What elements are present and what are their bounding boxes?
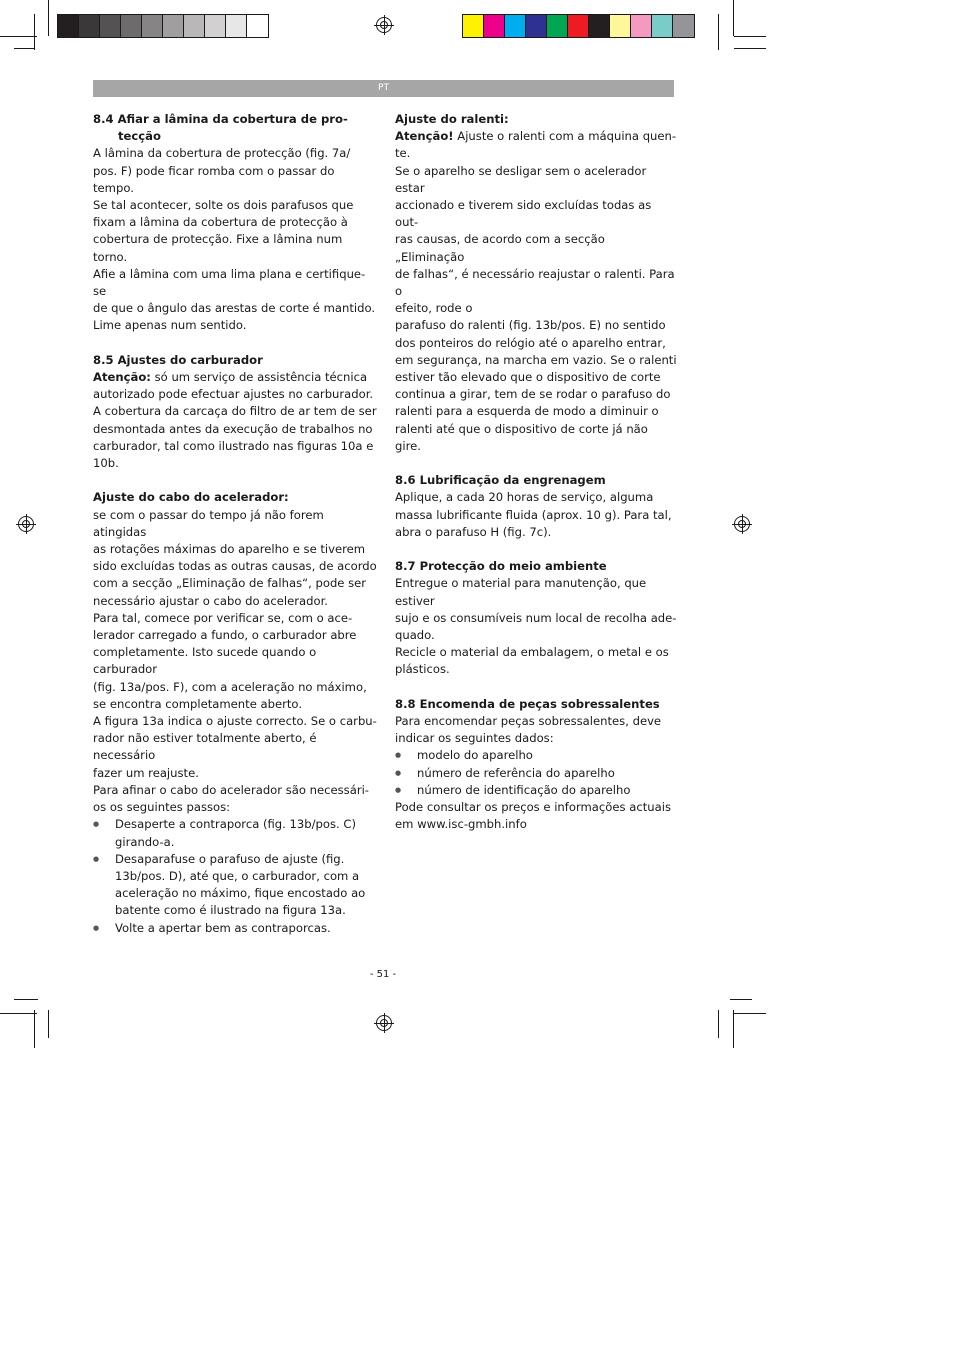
color-swatch	[205, 15, 226, 37]
registration-mark-icon	[18, 516, 34, 532]
text-line: ralenti até que o dispositivo de corte já não gire.	[395, 421, 648, 453]
attention-label: Atenção!	[395, 129, 454, 144]
text-line: aceleração no máximo, fique encostado ao	[115, 886, 366, 901]
attention-label: Atenção:	[93, 370, 151, 385]
subsection-heading: Ajuste do ralenti:	[395, 112, 509, 126]
text: só um serviço de assistência técnica	[150, 370, 368, 385]
crop-mark	[718, 1010, 719, 1038]
text-line: carburador, tal como ilustrado nas figuras 10a e	[93, 438, 374, 453]
crop-mark	[734, 36, 766, 37]
text-line: Para afinar o cabo do acelerador são necessári-	[93, 782, 369, 797]
color-swatch	[547, 15, 568, 37]
text-line: A figura 13a indica o ajuste correcto. Se o carbu-	[93, 714, 377, 729]
language-header-bar	[93, 80, 674, 97]
section-heading: 8.7 Protecção do meio ambiente	[395, 559, 607, 574]
color-swatch	[463, 15, 484, 37]
color-swatch	[589, 15, 610, 37]
color-swatch	[652, 15, 673, 37]
text-line: girando-a.	[115, 834, 175, 849]
paragraph	[395, 145, 677, 455]
text-line: A lâmina da cobertura de protecção (fig. 7a/	[93, 146, 351, 161]
bullet-item	[93, 851, 378, 920]
section-heading: 8.8 Encomenda de peças sobressalentes	[395, 696, 660, 711]
color-swatch	[142, 15, 163, 37]
crop-mark	[48, 0, 49, 36]
crop-mark	[0, 1013, 37, 1014]
color-swatch	[673, 15, 694, 37]
bullet-list	[93, 816, 378, 936]
text-line: completamente. Isto sucede quando o carburador	[93, 645, 317, 677]
text-line: com a secção „Eliminação de falhas“, pode ser	[93, 576, 367, 591]
text-line: (fig. 13a/pos. F), com a aceleração no máximo,	[93, 679, 367, 694]
bullet-item: ● número de referência do aparelho	[395, 765, 677, 782]
text-line: Recicle o material da embalagem, o metal e os	[395, 645, 669, 660]
text-line: ● Volte a apertar bem as contraporcas.	[115, 920, 331, 935]
text-line: se encontra completamente aberto.	[93, 696, 303, 711]
paragraph	[395, 713, 677, 747]
text-line: Lime apenas num sentido.	[93, 318, 247, 333]
text-line: Se o aparelho se desligar sem o acelerador estar	[395, 163, 647, 195]
text-line: lerador carregado a fundo, o carburador abre	[93, 628, 357, 643]
right-column	[395, 111, 677, 833]
text-line: rador não estiver totalmente aberto, é necessário	[93, 731, 317, 763]
bullet-item	[93, 816, 378, 850]
grayscale-color-bar	[57, 14, 269, 38]
text-line: indicar os seguintes dados:	[395, 731, 554, 746]
crop-mark	[14, 999, 38, 1000]
color-swatch	[184, 15, 205, 37]
crop-mark	[730, 999, 752, 1000]
text-line: sujo e os consumíveis num local de recolha ade-	[395, 610, 677, 625]
crop-mark	[48, 1010, 49, 1038]
text-line: Para encomendar peças sobressalentes, deve	[395, 714, 662, 729]
crop-mark	[733, 1010, 734, 1048]
section-heading: tecção	[118, 129, 161, 144]
text-line: autorizado pode efectuar ajustes no carburador.	[93, 387, 374, 402]
color-swatch	[484, 15, 505, 37]
text-line: batente como é ilustrado na figura 13a.	[115, 903, 346, 918]
crop-mark	[734, 1013, 766, 1014]
color-swatch	[610, 15, 631, 37]
color-swatch	[121, 15, 142, 37]
text-line: ralenti para a esquerda de modo a diminuir o	[395, 404, 659, 419]
text-line: fazer um reajuste.	[93, 765, 199, 780]
paragraph	[93, 145, 378, 334]
text: Ajuste o ralenti com a máquina quen-	[453, 129, 677, 144]
color-swatch	[505, 15, 526, 37]
color-swatch	[631, 15, 652, 37]
text-line: ● Desaparafuse o parafuso de ajuste (fig.	[115, 851, 345, 866]
text-line: Para tal, comece por verificar se, com o ace-	[93, 610, 353, 625]
page-number: - 51 -	[369, 969, 397, 980]
process-color-bar	[462, 14, 695, 38]
text-line: ras causas, de acordo com a secção „Eliminação	[395, 232, 605, 264]
crop-mark	[734, 48, 766, 49]
section-heading: 8.6 Lubrificação da engrenagem	[395, 473, 606, 488]
text-line: A cobertura da carcaça do filtro de ar tem de ser	[93, 404, 377, 419]
text-line: dos ponteiros do relógio até o aparelho entrar,	[395, 335, 666, 350]
text-line: Afie a lâmina com uma lima plana e certifique-se	[93, 266, 366, 299]
text-line: em www.isc-gmbh.info	[395, 817, 527, 832]
text-line: efeito, rode o	[395, 301, 473, 316]
color-swatch	[226, 15, 247, 37]
text-line: os os seguintes passos:	[93, 800, 231, 815]
section-heading: 8.4 Afiar a lâmina da cobertura de pro-	[93, 112, 348, 126]
bullet-list	[395, 747, 677, 799]
attention-line	[93, 369, 378, 386]
text-line: as rotações máximas do aparelho e se tiverem	[93, 542, 366, 557]
text-line: continua a girar, tem de se rodar o parafuso do	[395, 387, 671, 402]
text-line: pos. F) pode ficar romba com o passar do tempo.	[93, 163, 335, 195]
text-line: sido excluídas todas as outras causas, de acordo	[93, 559, 377, 574]
crop-mark	[0, 36, 37, 37]
crop-mark	[718, 14, 719, 50]
text-line: Se tal acontecer, solte os dois parafusos que	[93, 198, 354, 213]
crop-mark	[34, 14, 35, 50]
color-swatch	[79, 15, 100, 37]
text-line: Pode consultar os preços e informações actuais	[395, 800, 671, 815]
text-line: Aplique, a cada 20 horas de serviço, alguma	[395, 490, 654, 505]
text-line: te.	[395, 146, 411, 161]
registration-mark-icon	[376, 1015, 392, 1031]
text-line: em segurança, na marcha em vazio. Se o ralenti	[395, 352, 677, 367]
text-line: se com o passar do tempo já não forem atingidas	[93, 507, 324, 539]
text-line: necessário ajustar o cabo do acelerador.	[93, 593, 328, 608]
text-line: massa lubrificante fluida (aprox. 10 g). Para tal,	[395, 507, 672, 522]
bullet-item: ● número de identificação do aparelho	[395, 782, 677, 799]
registration-mark-icon	[734, 516, 750, 532]
color-swatch	[526, 15, 547, 37]
color-swatch	[58, 15, 79, 37]
text-line: cobertura de protecção. Fixe a lâmina num torno.	[93, 232, 343, 264]
attention-line	[395, 128, 677, 145]
text-line: desmontada antes da execução de trabalhos no	[93, 421, 373, 436]
text-line: ● Desaperte a contraporca (fig. 13b/pos. C)	[115, 817, 357, 832]
text-line: de falhas“, é necessário reajustar o ralenti. Para o	[395, 266, 675, 299]
color-swatch	[568, 15, 589, 37]
paragraph	[93, 386, 378, 472]
bullet-item	[93, 920, 378, 937]
color-swatch	[100, 15, 121, 37]
text-line: Entregue o material para manutenção, que estiver	[395, 576, 647, 608]
text-line: quado.	[395, 628, 435, 643]
text-line: de que o ângulo das arestas de corte é mantido.	[93, 301, 376, 316]
registration-mark-icon	[376, 17, 392, 33]
text-line: 13b/pos. D), até que, o carburador, com a	[115, 868, 360, 883]
paragraph	[395, 489, 677, 541]
text-line: abra o parafuso H (fig. 7c).	[395, 524, 552, 539]
text-line: 10b.	[93, 456, 119, 471]
paragraph	[93, 507, 378, 817]
section-heading: 8.5 Ajustes do carburador	[93, 352, 263, 367]
subsection-heading: Ajuste do cabo do acelerador:	[93, 490, 289, 505]
text-line: estiver tão elevado que o dispositivo de corte	[395, 370, 661, 385]
color-swatch	[163, 15, 184, 37]
language-tag: PT	[378, 83, 389, 93]
text-line: fixam a lâmina da cobertura de protecção à	[93, 215, 348, 230]
crop-mark	[14, 48, 34, 49]
text-line: plásticos.	[395, 662, 450, 677]
text-line: parafuso do ralenti (fig. 13b/pos. E) no sentido	[395, 318, 666, 333]
crop-mark	[733, 0, 734, 36]
bullet-item: ● modelo do aparelho	[395, 747, 677, 764]
left-column	[93, 111, 378, 937]
paragraph	[395, 799, 677, 833]
crop-mark	[34, 1010, 35, 1048]
paragraph	[395, 575, 677, 678]
text-line: accionado e tiverem sido excluídas todas as out-	[395, 198, 652, 230]
color-swatch	[247, 15, 268, 37]
